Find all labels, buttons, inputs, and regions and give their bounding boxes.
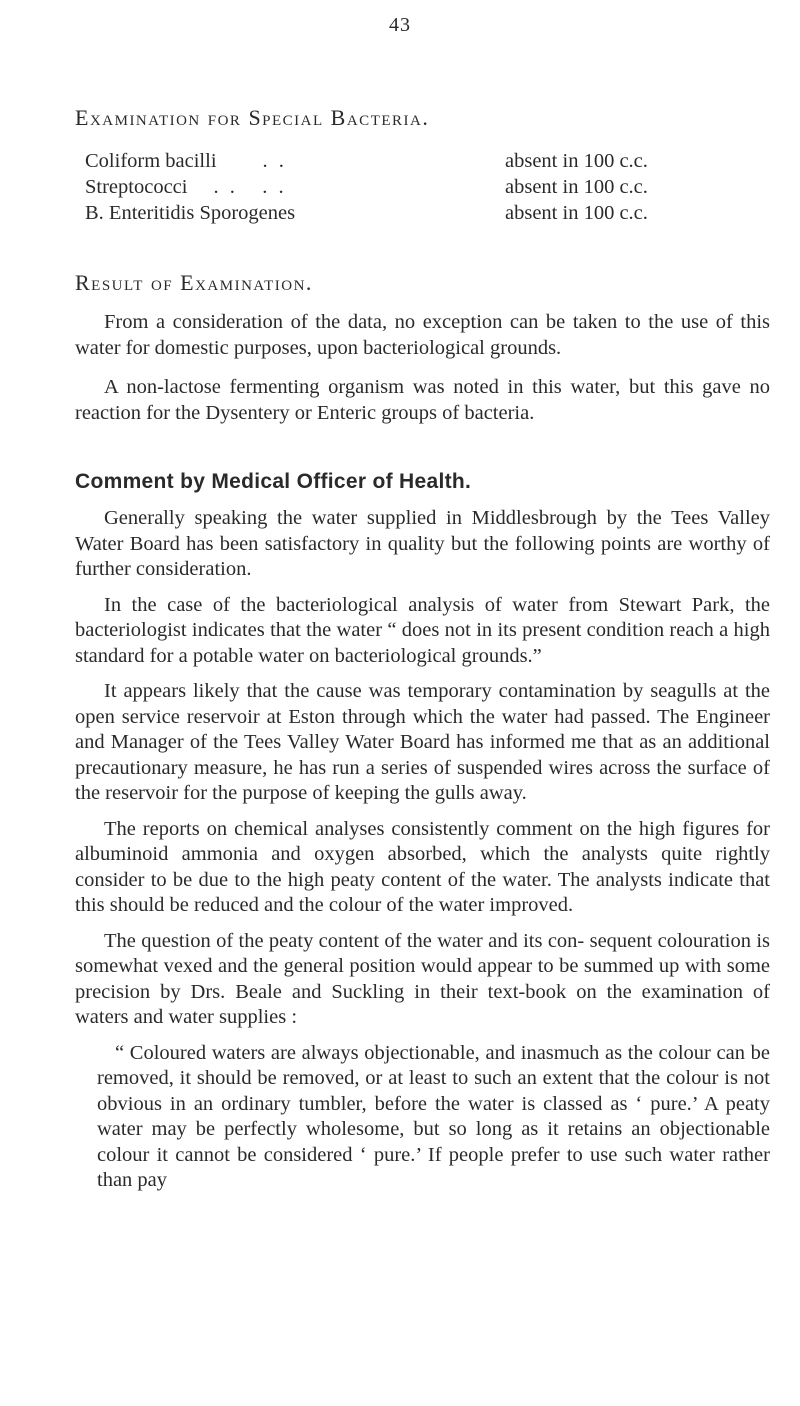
bacteria-name: Streptococci — [85, 176, 188, 198]
comment-paragraph: The reports on chemical analyses consistently comment on the high figures for albuminoid ammonia and oxygen absorbed, which the analysts quite rightly consider to be due to the high peaty content of the water. The analysts indicate that this should be reduced and the colour of the water improved. — [75, 817, 770, 916]
bacteria-results-table — [85, 148, 770, 226]
special-bacteria-heading: Examination for Special Bacteria. — [75, 105, 430, 130]
bacteria-name: B. Enteritidis Sporogenes — [85, 202, 296, 224]
bacteria-row — [85, 200, 770, 226]
bacteria-name: Coliform bacilli — [85, 150, 217, 172]
page-content — [75, 105, 770, 1194]
comment-paragraph: Generally speaking the water supplied in Middlesbrough by the Tees Valley Water Board has been satisfactory in quality but the following points are worthy of further consideration. — [75, 507, 770, 580]
result-heading: Result of Examination. — [75, 270, 313, 295]
leader-dots: . . — [262, 150, 287, 172]
bacteria-row — [85, 174, 770, 200]
comment-paragraph: The question of the peaty content of the water and its con- sequent colouration is somewhat vexed and the general position would appear to be summed up with some precision by Drs. Beale and Suckling in their text-book on the examination of waters and water supplies : — [75, 929, 770, 1028]
leader-dots: . . . . — [213, 176, 287, 198]
bacteria-result: absent in 100 c.c. — [505, 176, 648, 198]
comment-paragraph: It appears likely that the cause was temporary contamination by seagulls at the open service reservoir at Eston through which the water had passed. The Engineer and Manager of the Tees Valley Water Board has informed me that as an additional precautionary measure, he has run a series of suspended wires across the surface of the reservoir for the purpose of keeping the gulls away. — [75, 680, 770, 804]
result-paragraph: From a consideration of the data, no exception can be taken to the use of this water for domestic purposes, upon bacteriological grounds. — [75, 311, 770, 359]
bacteria-row — [85, 148, 770, 174]
quoted-passage: “ Coloured waters are always objectionable, and inasmuch as the colour can be removed, it should be removed, or at least to such an extent that the colour is not obvious in an ordinary tumbler, before the water is classed as ‘ pure.’ A peaty water may be perfectly wholesome, but so long as it retains an objectionable colour it cannot be considered ‘ pure.’ If people prefer to use such water rather than pay — [97, 1041, 770, 1191]
bacteria-result: absent in 100 c.c. — [505, 150, 648, 172]
comment-paragraph: In the case of the bacteriological analysis of water from Stewart Park, the bacteriologist indicates that the water “ does not in its present condition reach a high standard for a potable water on bacteriological grounds.” — [75, 593, 770, 667]
result-paragraph: A non-lactose fermenting organism was noted in this water, but this gave no reaction for the Dysentery or Enteric groups of bacteria. — [75, 376, 770, 424]
bacteria-result: absent in 100 c.c. — [505, 202, 648, 224]
page-number: 43 — [389, 14, 411, 36]
comment-heading: Comment by Medical Officer of Health. — [75, 470, 472, 493]
